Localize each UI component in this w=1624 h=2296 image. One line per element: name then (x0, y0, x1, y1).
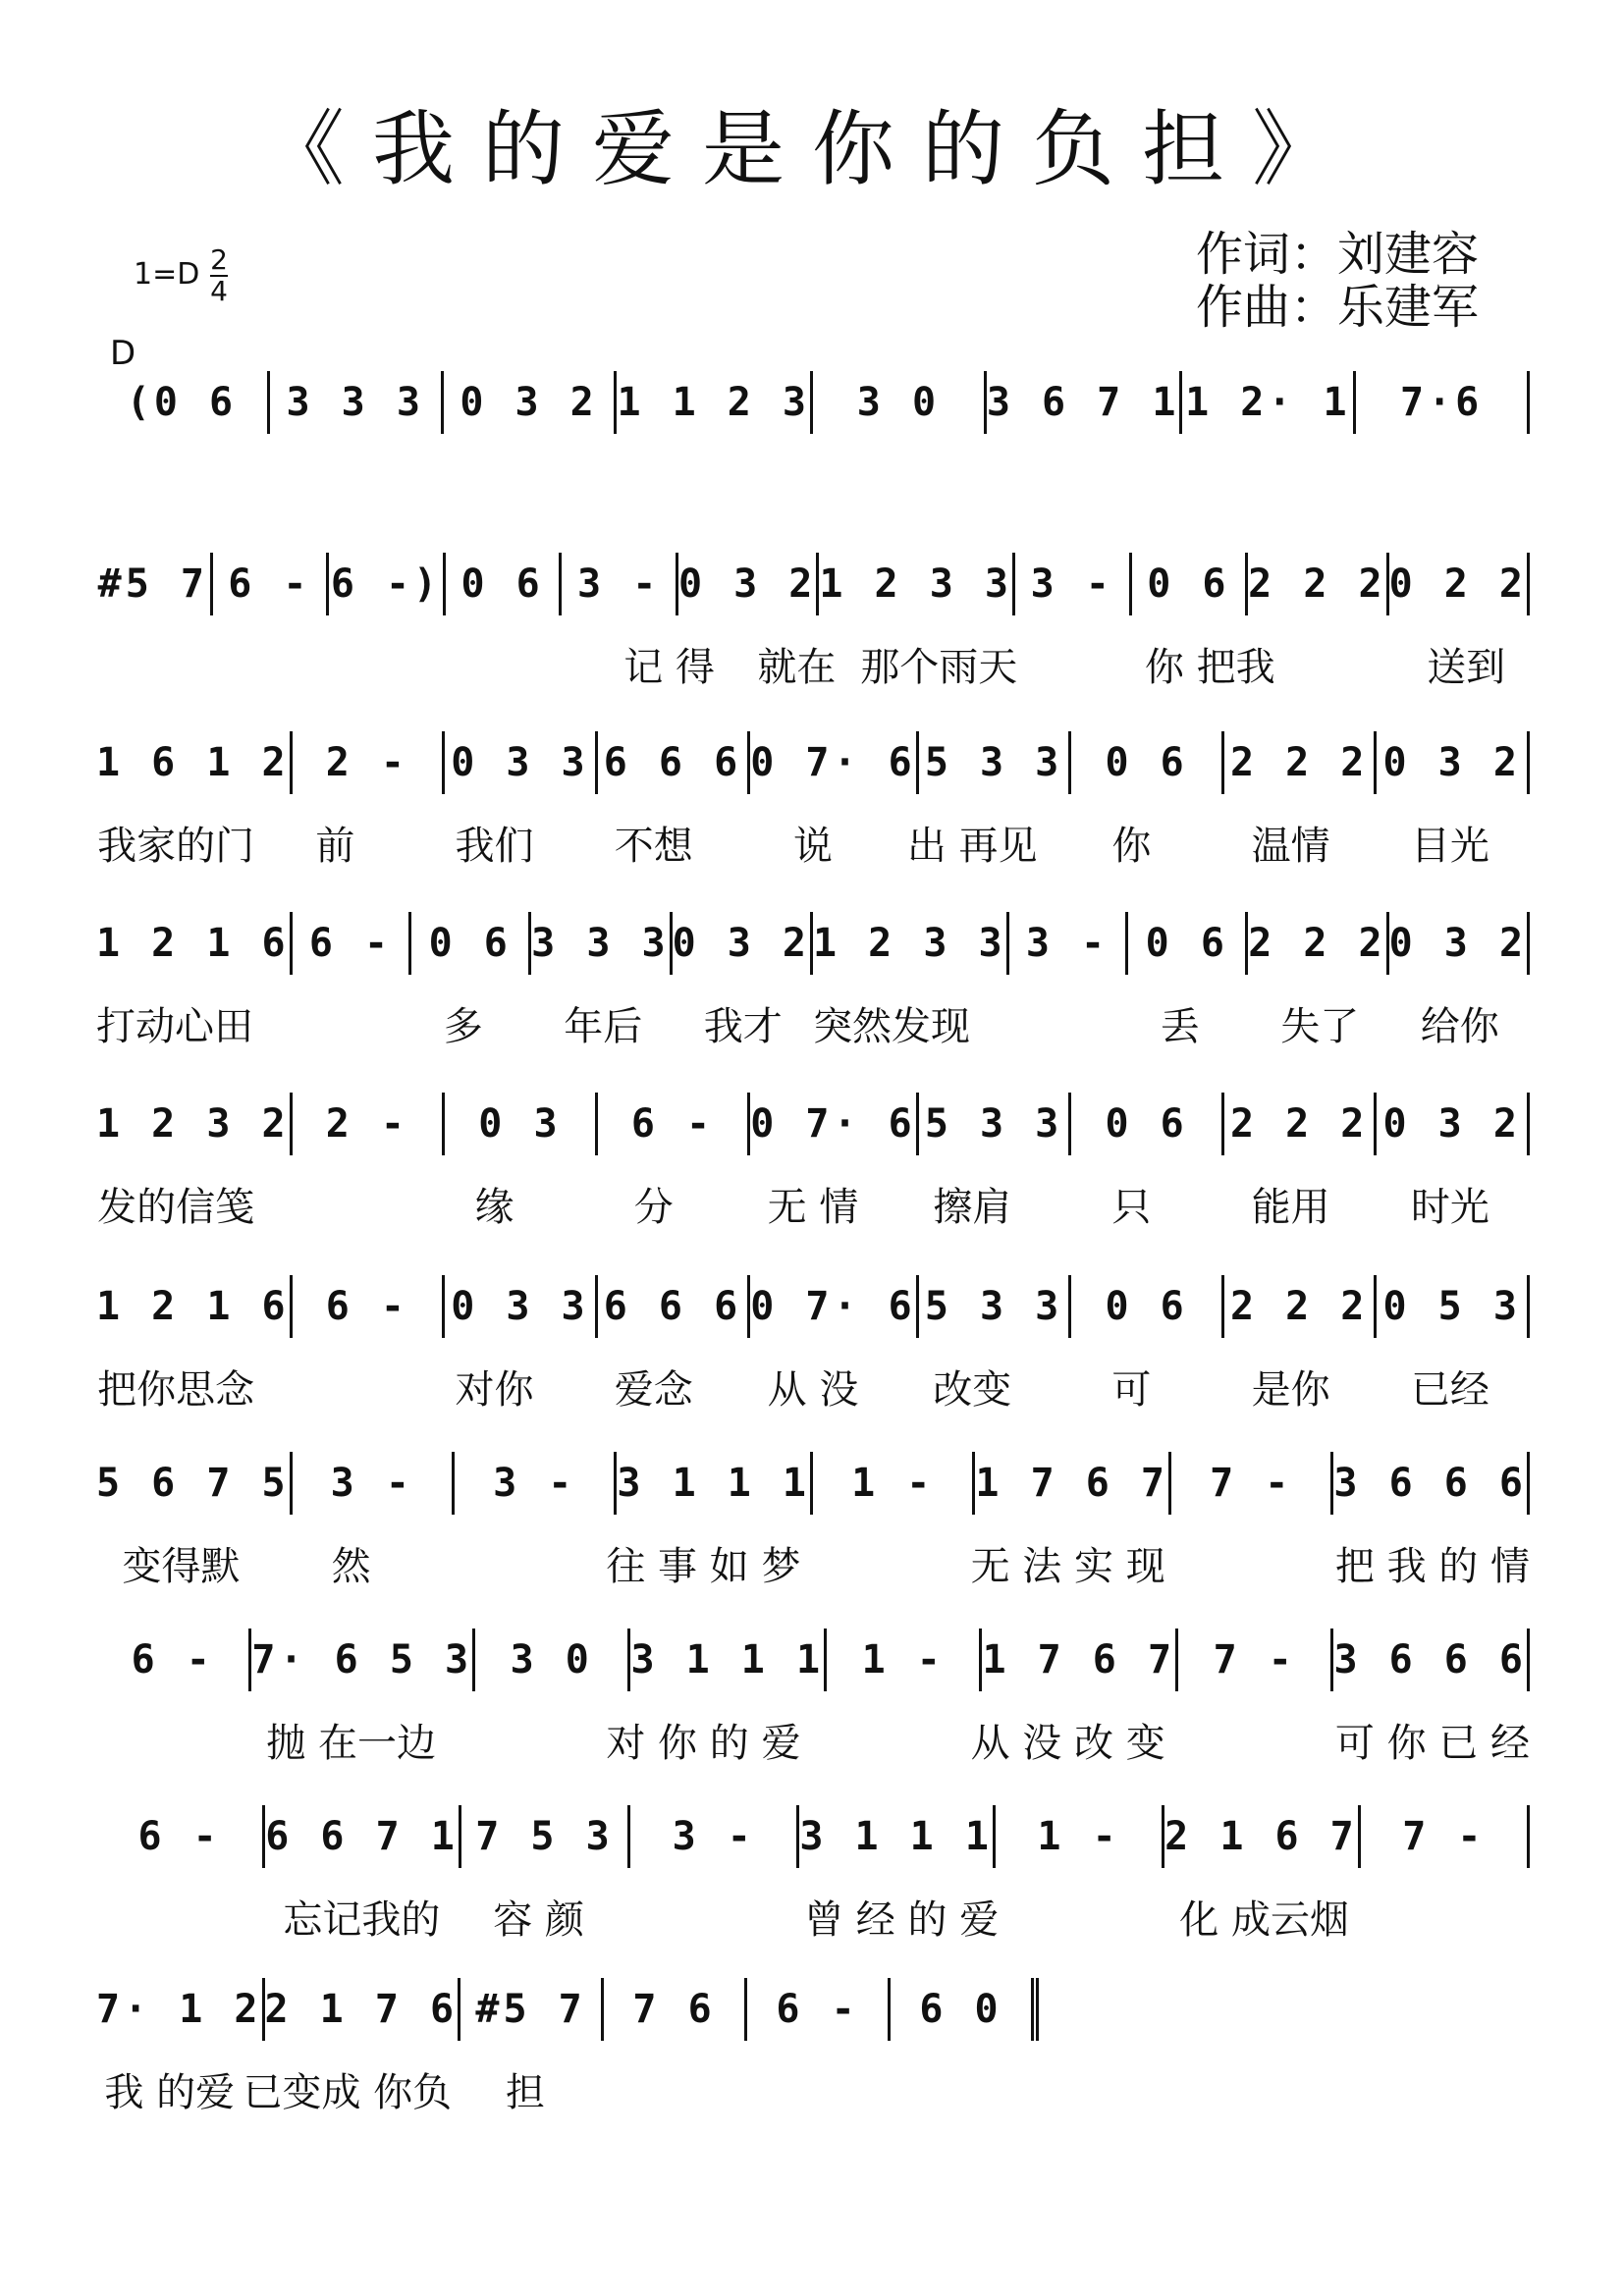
measure: 2 2 2 (1224, 1275, 1378, 1338)
lyric-syllables: 变得默 (122, 1544, 241, 1589)
lyric-syllables: 不想 (614, 824, 693, 869)
measure: 7· 6 5 3 (251, 1629, 475, 1691)
measure: 1 - (996, 1805, 1164, 1868)
measure: 3 0 (813, 371, 987, 434)
lyric-syllables: 把 我 的 情 (1334, 1544, 1531, 1589)
lyric-syllables (1017, 636, 1145, 692)
measure: 3 0 (475, 1629, 630, 1691)
measure: 0 3 3 (445, 731, 598, 794)
measure: 0 3 2 (1377, 731, 1530, 794)
lyric-syllables (224, 636, 352, 692)
measure: 1 2 1 6 (96, 1275, 293, 1338)
measure: 0 2 2 (1389, 553, 1530, 615)
measure: 0 7· 6 (750, 1093, 919, 1155)
lyric-syllables (436, 1712, 606, 1768)
lyric-syllables: 多 (443, 1004, 483, 1049)
measure: #5 7 (96, 553, 213, 615)
lyric-syllables (1275, 636, 1403, 692)
lyric-syllables (96, 636, 224, 692)
lyric-syllables: 已经 (1410, 1367, 1489, 1413)
lyric-syllables: 改变 (933, 1367, 1012, 1413)
measure: 6 - (598, 1093, 751, 1155)
measure: 3 6 6 6 (1333, 1452, 1530, 1515)
lyric-syllables (970, 995, 1110, 1051)
lyric-syllables: 发的信笺 (97, 1185, 255, 1230)
lyric-syllables (999, 1889, 1175, 1945)
measure: 0 3 2 (678, 553, 819, 615)
lyric-syllables: 缘 (474, 1185, 514, 1230)
notes-line (96, 368, 1530, 437)
measure: 1 2 3 3 (813, 912, 1009, 975)
lyric-syllables: 我才 (703, 1004, 783, 1049)
lyrics-line (96, 1176, 1530, 1232)
measure: #5 7 (460, 1978, 604, 2041)
song-title: 《我的爱是你的负担》 (261, 101, 1362, 197)
notes-line (96, 550, 1530, 618)
measure: 3 - (1009, 912, 1129, 975)
measure: 7 - (1361, 1805, 1530, 1868)
measure: 2 - (293, 1093, 446, 1155)
key-signature: 1=D (134, 257, 200, 292)
measure: 6 - (213, 553, 330, 615)
notes-line (96, 1272, 1530, 1341)
lyrics-line (96, 815, 1530, 871)
lyric-syllables (255, 1359, 414, 1415)
lyric-syllables: 擦肩 (933, 1185, 1012, 1230)
time-signature-bottom: 4 (210, 275, 228, 307)
score-row (96, 1272, 1530, 1413)
measure: 0 6 (411, 912, 531, 975)
lyric-syllables: 无 情 (767, 1185, 859, 1230)
measure: 6 - (747, 1978, 891, 2041)
chord-symbol: D (110, 334, 136, 373)
lyric-syllables (96, 1712, 266, 1768)
lyric-syllables: 化 成云烟 (1179, 1897, 1349, 1943)
measure: 6 -) (329, 553, 446, 615)
measure: 7 - (1171, 1452, 1333, 1515)
lyric-syllables: 抛 在一边 (266, 1721, 437, 1766)
lyric-syllables (255, 1176, 414, 1232)
measure: 2 2 2 (1248, 553, 1388, 615)
measure: 6 6 6 (598, 1275, 751, 1338)
measure: 1 7 6 7 (982, 1629, 1178, 1691)
lyrics-line (96, 1889, 1530, 1945)
lyric-syllables: 时光 (1410, 1185, 1489, 1230)
lyric-syllables: 你 (1111, 824, 1152, 869)
score-row (96, 1802, 1530, 1943)
measure: 3 6 6 6 (1333, 1629, 1530, 1691)
lyrics-line (96, 995, 1530, 1051)
measure: 7 5 3 (461, 1805, 630, 1868)
lyric-syllables (893, 2061, 1039, 2117)
measure: 3 1 1 1 (617, 1452, 813, 1515)
measure: 0 7· 6 (750, 1275, 919, 1338)
lyric-syllables: 往 事 如 梦 (606, 1544, 801, 1589)
lyric-syllables: 目光 (1410, 824, 1489, 869)
measure: 3 - (455, 1452, 617, 1515)
score-row (96, 1090, 1530, 1230)
notes-line (96, 1090, 1530, 1158)
lyric-syllables: 温情 (1251, 824, 1330, 869)
measure: 0 3 2 (1377, 1093, 1530, 1155)
measure: 1 1 2 3 (617, 371, 813, 434)
measure: 3 6 7 1 (987, 371, 1183, 434)
lyrics-line (96, 2061, 1039, 2117)
lyric-syllables: 已变成 你负 (243, 2070, 453, 2115)
lyric-syllables: 无 法 实 现 (970, 1544, 1165, 1589)
lyrics-line (96, 1359, 1530, 1415)
lyric-syllables: 可 你 已 经 (1334, 1721, 1531, 1766)
measure: 0 6 (1071, 731, 1224, 794)
score-row (96, 1449, 1531, 1589)
lyric-syllables: 我 的爱 (104, 2070, 236, 2115)
lyric-syllables: 我家的门 (97, 824, 255, 869)
measure: 6 0 (891, 1978, 1039, 2041)
lyric-syllables (1165, 1712, 1335, 1768)
measure: 1 2· 1 (1182, 371, 1356, 434)
credits (1196, 228, 1479, 334)
lyric-syllables: 把你思念 (97, 1367, 255, 1413)
lyric-syllables (436, 1535, 606, 1591)
measure: 6 6 7 1 (265, 1805, 461, 1868)
lyric-syllables: 你 把我 (1144, 645, 1275, 690)
lyric-syllables (627, 1889, 804, 1945)
time-signature (210, 243, 228, 307)
lyric-syllables: 只 (1111, 1185, 1152, 1230)
measure: 1 6 1 2 (96, 731, 293, 794)
measure: 5 3 3 (919, 1093, 1072, 1155)
lyric-syllables: 给你 (1420, 1004, 1499, 1049)
lyric-syllables: 我们 (455, 824, 534, 869)
measure: 5 3 3 (919, 1275, 1072, 1338)
measure: 2 1 6 7 (1164, 1805, 1361, 1868)
score-row (96, 909, 1530, 1049)
measure: 7 - (1178, 1629, 1333, 1691)
measure: 7·6 (1356, 371, 1530, 434)
score-row (96, 1975, 1039, 2115)
lyric-syllables: 送到 (1427, 645, 1506, 690)
lyric-syllables: 曾 经 的 爱 (804, 1897, 1000, 1943)
measure: 2 2 2 (1224, 731, 1378, 794)
notes-line (96, 1626, 1530, 1694)
lyric-syllables (351, 636, 478, 692)
lyric-syllables (745, 2061, 892, 2117)
measure: 0 5 3 (1377, 1275, 1530, 1338)
measure: 1 2 3 3 (819, 553, 1015, 615)
measure: 6 - (293, 912, 412, 975)
lyric-syllables: 是你 (1251, 1367, 1330, 1413)
lyrics-line (96, 1535, 1530, 1591)
measure: 2 - (293, 731, 446, 794)
measure: 7 6 (604, 1978, 747, 2041)
notes-line (96, 1802, 1530, 1871)
lyric-syllables: 爱念 (614, 1367, 693, 1413)
measure: 6 - (293, 1275, 446, 1338)
time-signature-top: 2 (210, 243, 228, 276)
measure: (0 6 (96, 371, 270, 434)
measure: 0 3 2 (444, 371, 618, 434)
score-row (96, 550, 1530, 690)
measure: 6 6 6 (598, 731, 751, 794)
lyric-syllables: 出 再见 (906, 824, 1038, 869)
measure: 0 6 (1132, 553, 1249, 615)
lyric-syllables (1353, 1889, 1530, 1945)
measure: 0 7· 6 (750, 731, 919, 794)
lyric-syllables: 失了 (1280, 1004, 1360, 1049)
lyric-syllables: 年后 (564, 1004, 643, 1049)
lyric-syllables: 从 没 改 变 (970, 1721, 1165, 1766)
notes-line (96, 728, 1530, 797)
lyric-syllables: 丢 (1160, 1004, 1200, 1049)
lyric-syllables: 说 (792, 824, 833, 869)
measure: 0 6 (446, 553, 563, 615)
measure: 6 - (96, 1629, 251, 1691)
lyric-syllables (599, 2061, 745, 2117)
notes-line (96, 909, 1530, 978)
measure: 0 3 2 (1389, 912, 1530, 975)
measure: 5 6 7 5 (96, 1452, 293, 1515)
lyric-syllables: 担 (505, 2070, 545, 2115)
lyric-syllables: 然 (331, 1544, 371, 1589)
measure: 1 7 6 7 (975, 1452, 1171, 1515)
measure: 0 6 (1071, 1093, 1224, 1155)
lyric-syllables: 忘记我的 (283, 1897, 441, 1943)
composer-credit: 作曲：乐建军 (1196, 280, 1480, 335)
lyricist-credit: 作词：刘建容 (1196, 227, 1480, 282)
measure: 3 - (1015, 553, 1132, 615)
measure: 5 3 3 (919, 731, 1072, 794)
measure: 0 3 2 (673, 912, 813, 975)
measure: 2 2 2 (1224, 1093, 1378, 1155)
measure: 3 3 3 (531, 912, 672, 975)
measure: 0 6 (1128, 912, 1248, 975)
measure: 3 - (562, 553, 678, 615)
measure: 1 - (813, 1452, 975, 1515)
measure: 1 2 1 6 (96, 912, 293, 975)
measure: 3 - (630, 1805, 799, 1868)
lyric-syllables: 分 (633, 1185, 674, 1230)
measure: 2 1 7 6 (265, 1978, 461, 2041)
measure: 6 - (96, 1805, 265, 1868)
lyric-syllables: 记 得 (623, 645, 716, 690)
lyric-syllables: 能用 (1251, 1185, 1330, 1230)
lyric-syllables (478, 636, 606, 692)
lyric-syllables (96, 1889, 273, 1945)
lyric-syllables: 可 (1111, 1367, 1152, 1413)
notes-line (96, 1449, 1530, 1518)
lyric-syllables (253, 995, 394, 1051)
lyric-syllables: 容 颜 (493, 1897, 585, 1943)
measure: 3 1 1 1 (799, 1805, 996, 1868)
score-row (96, 368, 1530, 437)
measure: 3 1 1 1 (630, 1629, 827, 1691)
measure: 7· 1 2 (96, 1978, 265, 2041)
lyrics-line (96, 1712, 1530, 1768)
score-row (96, 728, 1530, 869)
measure: 2 2 2 (1248, 912, 1388, 975)
measure: 3 3 3 (270, 371, 444, 434)
lyric-syllables: 就在 (757, 645, 837, 690)
lyric-syllables (1165, 1535, 1335, 1591)
measure: 1 2 3 2 (96, 1093, 293, 1155)
score-row (96, 1626, 1531, 1766)
measure: 3 - (293, 1452, 455, 1515)
lyric-syllables: 那个雨天 (860, 645, 1018, 690)
lyrics-line (96, 636, 1530, 692)
lyric-syllables (800, 1712, 970, 1768)
lyric-syllables (800, 1535, 970, 1591)
measure: 0 3 3 (445, 1275, 598, 1338)
measure: 1 - (827, 1629, 982, 1691)
lyric-syllables: 从 没 (767, 1367, 859, 1413)
lyric-syllables: 打动心田 (96, 1004, 253, 1049)
lyric-syllables: 前 (315, 824, 355, 869)
notes-line (96, 1975, 1039, 2044)
lyric-syllables: 对 你 的 爱 (606, 1721, 801, 1766)
lyric-syllables: 突然发现 (813, 1004, 970, 1049)
measure: 0 3 (445, 1093, 598, 1155)
lyric-syllables: 对你 (455, 1367, 534, 1413)
measure: 0 6 (1071, 1275, 1224, 1338)
